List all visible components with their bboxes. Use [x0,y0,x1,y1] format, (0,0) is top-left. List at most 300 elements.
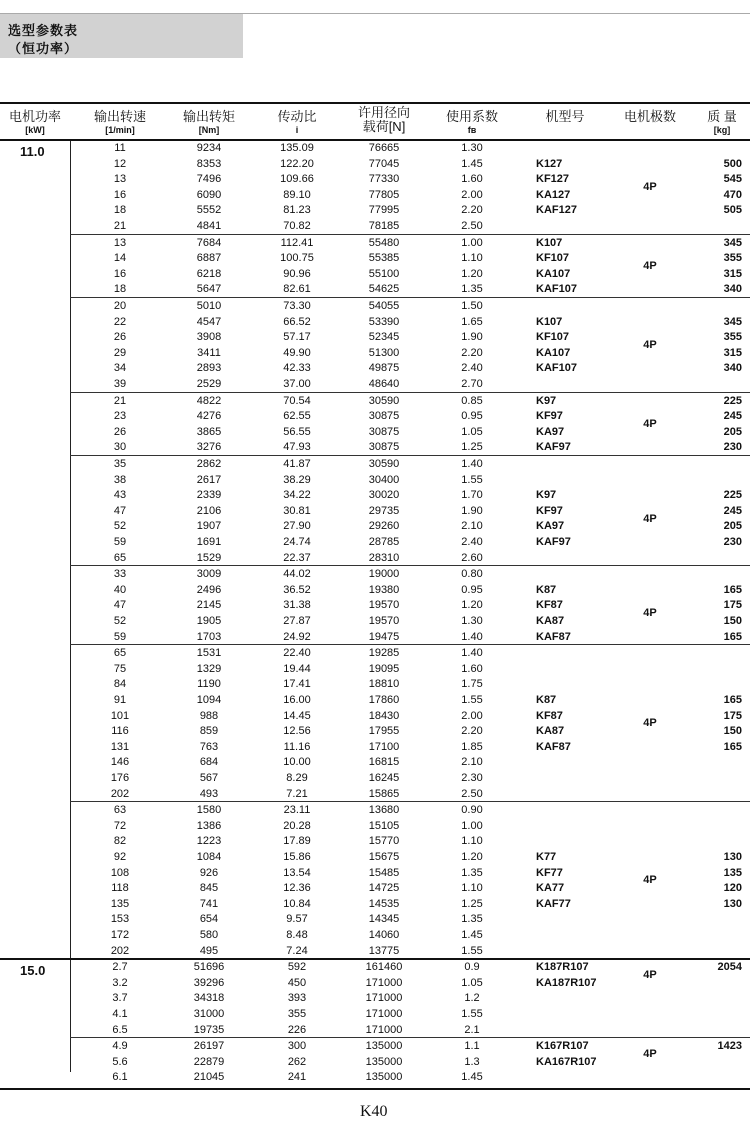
column-header: 使用系数 [445,109,498,124]
table-cell: 14725 [368,882,400,895]
table-cell: 49875 [368,362,400,375]
table-cell: 118 [111,882,129,895]
model-number: KAF97 [536,536,571,548]
table-cell: 56.55 [283,425,311,438]
table-cell: 49.90 [283,346,311,359]
table-cell: 30 [113,441,127,454]
table-cell: 1.10 [461,835,483,848]
table-cell: 1223 [196,835,222,848]
motor-power-value: 15.0 [20,963,46,979]
table-cell: 2529 [196,378,222,390]
table-cell: 16 [113,188,127,201]
table-cell: 176 [110,772,130,784]
table-cell: 4547 [196,315,222,328]
table-cell: 135000 [365,1040,403,1053]
table-cell: 47 [113,599,127,612]
table-cell: 19570 [368,599,400,612]
table-cell: 2.7 [112,961,128,974]
table-cell: 12.56 [283,725,311,738]
table-cell: 1329 [196,662,222,675]
table-cell: 2.1 [464,1023,480,1036]
table-cell: 17860 [368,694,400,706]
model-number: KAF77 [536,897,571,910]
table-cell: 926 [199,866,219,879]
table-cell: 55385 [368,252,400,265]
table-cell: 5647 [196,283,222,296]
table-cell: 92 [113,851,127,863]
table-cell: 39 [113,378,127,390]
column-unit: [Nm] [198,125,220,135]
table-cell: 1.10 [461,252,483,265]
table-cell: 3908 [196,331,222,344]
table-cell: 77805 [368,188,400,201]
table-cell: 135.09 [280,142,314,154]
table-cell: 16245 [368,772,400,784]
group-divider [70,801,750,802]
table-cell: 4822 [196,394,222,407]
table-cell: 1.05 [461,425,483,438]
table-cell: 82 [113,835,127,848]
table-cell: 1.10 [461,882,483,895]
mass-value: 225 [723,489,742,502]
power-column-divider [70,139,71,1072]
table-cell: 2.20 [461,346,483,359]
table-cell: 30875 [368,425,400,438]
table-cell: 14.45 [283,709,311,722]
mass-value: 225 [723,394,742,407]
table-cell: 36.52 [283,583,311,596]
table-cell: 21 [113,220,127,232]
table-cell: 580 [199,929,219,941]
table-cell: 262 [287,1055,307,1068]
table-cell: 1.00 [461,236,483,249]
table-cell: 2893 [196,362,222,375]
table-cell: 14535 [368,897,400,910]
table-cell: 241 [287,1071,307,1084]
table-cell: 63 [113,804,127,817]
table-cell: 1.55 [461,1008,483,1020]
table-cell: 13680 [368,804,400,817]
table-cell: 47.93 [283,441,311,454]
table-cell: 1.20 [461,599,483,612]
table-cell: 66.52 [283,315,311,328]
table-cell: 72 [113,819,127,832]
table-cell: 3.2 [112,976,128,989]
table-cell: 13775 [368,944,400,957]
table-cell: 1907 [196,520,222,533]
table-cell: 7.24 [286,944,308,957]
table-cell: 52 [113,615,127,627]
table-cell: 108 [110,866,130,879]
table-cell: 2.20 [461,725,483,738]
model-number: K97 [536,394,557,407]
model-number: KA77 [536,882,565,895]
motor-poles: 4P [643,874,657,887]
table-cell: 3865 [196,425,222,438]
table-cell: 1905 [196,615,222,627]
table-cell: 52345 [368,331,400,344]
model-number: K107 [536,236,563,249]
table-cell: 2.20 [461,204,483,217]
column-header: 机型号 [545,109,585,124]
table-cell: 15770 [368,835,400,848]
table-cell: 11.16 [283,740,311,753]
table-cell: 1703 [196,630,222,643]
table-cell: 202 [110,787,130,800]
table-cell: 48640 [368,378,400,390]
table-cell: 77045 [368,157,400,170]
column-header: 电机极数 [623,109,676,124]
table-cell: 493 [199,787,219,800]
table-cell: 22.40 [283,647,311,660]
table-cell: 161460 [365,961,403,974]
mass-value: 500 [723,157,742,170]
table-cell: 15485 [368,866,400,879]
table-cell: 1094 [196,694,222,706]
table-cell: 988 [199,709,219,722]
table-cell: 131 [110,740,130,753]
mass-value: 150 [723,615,742,627]
table-cell: 23 [113,410,127,423]
table-cell: 2.00 [461,188,483,201]
table-cell: 6.5 [112,1023,128,1036]
table-cell: 43 [113,489,127,502]
model-number: KF107 [536,252,570,265]
table-cell: 4841 [196,220,222,232]
table-cell: 0.90 [461,804,483,817]
model-number: KAF97 [536,441,571,454]
table-cell: 171000 [365,976,403,989]
table-cell: 1.25 [461,441,483,454]
column-unit: i [295,125,299,135]
table-cell: 29260 [368,520,400,533]
column-header: 许用径向 [357,105,410,120]
motor-poles: 4P [643,512,657,525]
model-number: KF77 [536,866,563,879]
mass-value: 165 [723,694,742,706]
motor-poles: 4P [643,260,657,272]
table-cell: 567 [199,772,219,784]
table-cell: 10.00 [283,756,311,769]
table-cell: 1.55 [461,473,483,486]
table-cell: 2.00 [461,709,483,722]
table-cell: 19095 [368,662,400,675]
model-number: KA87 [536,725,565,738]
table-cell: 1386 [196,819,222,832]
table-cell: 23.11 [283,804,311,817]
table-cell: 19000 [368,568,400,581]
mass-value: 230 [723,536,742,548]
mass-value: 340 [723,283,742,296]
model-number: KAF87 [536,740,571,753]
model-number: K87 [536,583,557,596]
model-number: KF87 [536,709,563,722]
table-cell: 300 [287,1040,307,1053]
top-rule [243,13,750,14]
table-cell: 21045 [193,1071,225,1084]
table-cell: 13.54 [283,866,311,879]
table-cell: 27.87 [283,615,311,627]
table-cell: 30875 [368,441,400,454]
table-cell: 28785 [368,536,400,548]
motor-poles: 4P [643,969,657,981]
motor-poles: 4P [643,181,657,193]
model-number: KF97 [536,504,563,517]
table-cell: 2.30 [461,772,483,784]
group-divider [70,455,750,456]
mass-value: 175 [723,709,742,722]
table-cell: 2496 [196,583,222,596]
table-cell: 2339 [196,489,222,502]
table-cell: 5010 [196,300,222,312]
table-cell: 112.41 [280,236,314,249]
table-cell: 122.20 [280,157,314,170]
table-cell: 2862 [196,458,222,470]
table-cell: 2145 [196,599,222,612]
table-cell: 1.3 [464,1055,480,1068]
mass-value: 340 [723,362,742,375]
mass-value: 470 [723,188,742,201]
table-cell: 3411 [197,346,221,359]
table-cell: 171000 [365,1008,403,1020]
table-cell: 30.81 [283,504,311,517]
table-cell: 6218 [196,267,222,280]
table-cell: 1.90 [461,331,483,344]
model-number: KAF107 [536,362,577,375]
column-header: 传动比 [277,109,317,124]
table-cell: 18430 [368,709,400,722]
table-cell: 12 [113,157,127,170]
table-cell: 13 [113,236,127,249]
table-cell: 450 [287,976,307,989]
table-cell: 1.25 [461,897,483,910]
table-cell: 17955 [368,725,400,738]
title-box [0,13,243,58]
table-cell: 30400 [368,473,400,486]
column-header: 电机功率 [8,109,61,124]
table-cell: 19570 [368,615,400,627]
table-cell: 135000 [365,1071,403,1084]
group-divider [70,1037,750,1038]
model-number: K127 [536,157,563,170]
table-cell: 16815 [368,756,400,769]
table-cell: 38 [113,473,127,486]
table-cell: 6090 [196,188,222,201]
table-cell: 8353 [196,157,222,170]
table-cell: 59 [113,536,127,548]
table-cell: 22 [113,315,127,328]
table-cell: 65 [113,647,127,660]
table-cell: 20 [113,300,127,312]
table-cell: 16.00 [283,694,311,706]
mass-value: 245 [723,504,742,517]
model-number: K77 [536,851,557,863]
table-cell: 89.10 [283,188,311,201]
table-cell: 763 [199,740,219,753]
table-cell: 3276 [196,441,222,454]
table-cell: 1.35 [461,866,483,879]
table-cell: 1531 [196,647,222,660]
table-cell: 171000 [365,992,403,1005]
table-cell: 0.85 [461,394,483,407]
table-cell: 2617 [196,473,222,486]
table-cell: 1.40 [461,630,483,643]
table-cell: 2.50 [461,220,483,232]
model-number: K167R107 [536,1040,589,1053]
mass-value: 175 [723,599,742,612]
table-cell: 70.82 [283,220,311,232]
mass-value: 130 [723,897,742,910]
mass-value: 345 [723,315,742,328]
table-bottom-rule [0,1088,750,1090]
table-cell: 20.28 [283,819,311,832]
table-cell: 18810 [368,678,400,691]
table-cell: 109.66 [280,173,314,186]
mass-value: 120 [723,882,742,895]
table-cell: 14060 [368,929,400,941]
table-cell: 3.7 [112,992,128,1005]
table-cell: 9.57 [286,913,308,926]
mass-value: 150 [723,725,742,738]
table-cell: 76665 [368,142,400,154]
model-number: KA97 [536,425,565,438]
table-cell: 2.10 [461,756,483,769]
table-cell: 29 [113,346,127,359]
table-cell: 2.40 [461,536,483,548]
table-cell: 26197 [193,1040,225,1053]
table-top-rule [0,102,750,104]
table-cell: 8.48 [286,929,308,941]
group-divider [70,234,750,235]
table-cell: 13 [113,173,127,186]
table-cell: 90.96 [283,267,311,280]
table-cell: 859 [199,725,219,738]
table-cell: 5.6 [112,1055,128,1068]
column-unit: fʙ [467,125,477,135]
table-cell: 0.80 [461,568,483,581]
table-cell: 54055 [368,300,400,312]
table-cell: 44.02 [283,568,311,581]
table-cell: 1580 [196,804,222,817]
group-divider [70,392,750,393]
table-cell: 1.40 [461,458,483,470]
table-cell: 18 [113,283,127,296]
table-cell: 100.75 [280,252,314,265]
model-number: K87 [536,694,557,706]
mass-value: 355 [723,331,742,344]
table-cell: 34318 [193,992,225,1005]
table-cell: 22879 [193,1055,225,1068]
table-cell: 75 [113,662,127,675]
page-title: 选型参数表 [8,23,79,38]
mass-value: 355 [723,252,742,265]
table-cell: 22.37 [283,551,311,564]
table-cell: 41.87 [283,458,311,470]
table-cell: 1.65 [461,315,483,328]
column-unit: [1/min] [105,125,135,135]
table-cell: 30020 [368,489,400,502]
mass-value: 1423 [717,1040,742,1053]
table-cell: 70.54 [283,394,311,407]
mass-value: 315 [723,267,742,280]
table-cell: 40 [113,583,127,596]
motor-power-value: 11.0 [20,144,45,159]
table-cell: 1.60 [461,662,483,675]
table-cell: 7496 [196,173,222,186]
table-cell: 28310 [368,551,400,564]
table-cell: 14 [113,252,127,265]
table-cell: 34.22 [283,489,311,502]
table-cell: 1.05 [461,976,483,989]
table-cell: 1.20 [461,851,483,863]
table-cell: 26 [113,331,127,344]
motor-poles: 4P [643,339,657,351]
table-cell: 91 [113,694,127,706]
mass-value: 205 [723,425,742,438]
table-cell: 34 [113,362,127,375]
table-cell: 38.29 [283,473,311,486]
group-divider [70,297,750,298]
table-cell: 54625 [368,283,400,296]
table-cell: 8.29 [286,772,308,784]
table-cell: 37.00 [283,378,311,390]
table-cell: 845 [199,882,219,895]
model-number: K97 [536,489,557,502]
page-number: K40 [360,1103,388,1120]
table-cell: 19380 [368,583,400,596]
table-cell: 27.90 [283,520,311,533]
table-cell: 14345 [368,913,400,926]
table-cell: 31000 [193,1008,225,1020]
table-cell: 73.30 [283,300,311,312]
table-cell: 77330 [368,173,400,186]
mass-value: 165 [723,583,742,596]
column-header: 输出转速 [93,109,146,124]
model-number: KA107 [536,267,571,280]
table-cell: 592 [287,961,307,974]
table-cell: 2.40 [461,362,483,375]
table-cell: 19.44 [283,662,311,675]
table-cell: 135 [110,897,130,910]
mass-value: 205 [723,520,742,533]
table-cell: 19475 [368,630,400,643]
table-cell: 741 [199,897,219,910]
table-cell: 495 [199,944,219,957]
model-number: KAF127 [536,204,577,217]
table-cell: 84 [113,678,127,691]
table-cell: 19285 [368,647,400,660]
table-cell: 15865 [368,787,400,800]
group-divider [70,565,750,566]
table-cell: 62.55 [283,410,311,423]
table-cell: 135000 [365,1055,403,1068]
table-cell: 146 [110,756,130,769]
column-unit: [kW] [25,125,45,135]
table-cell: 4.9 [112,1040,128,1053]
model-number: KA97 [536,520,565,533]
mass-value: 345 [723,236,742,249]
table-cell: 24.92 [283,630,311,643]
table-cell: 0.9 [464,961,480,974]
motor-poles: 4P [643,418,657,430]
table-cell: 1084 [196,851,222,863]
table-cell: 1.35 [461,283,483,296]
model-number: KF107 [536,331,570,344]
motor-poles: 4P [643,1048,657,1060]
table-cell: 1.90 [461,504,483,517]
column-header: 质 量 [707,109,737,124]
table-cell: 29735 [368,504,400,517]
